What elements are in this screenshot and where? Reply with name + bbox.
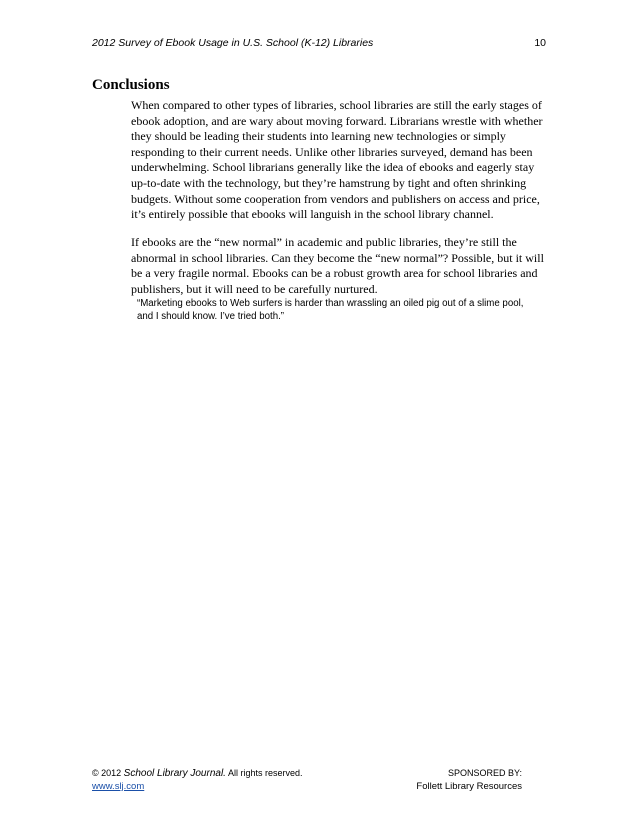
section-heading: Conclusions [92, 77, 170, 93]
copyright-prefix: © 2012 [92, 768, 122, 778]
page-number: 10 [534, 37, 546, 49]
sponsor-label: SPONSORED BY: [447, 768, 522, 778]
header-title: 2012 Survey of Ebook Usage in U.S. School (K-12) Libraries [92, 37, 374, 49]
footer-copyright [92, 767, 303, 793]
sponsor-name: Follett Library Resources [416, 781, 522, 792]
page-header [92, 36, 546, 52]
rights-text: All rights reserved. [227, 768, 303, 778]
footer-sponsor [416, 767, 522, 793]
slj-link[interactable]: www.slj.com [92, 781, 145, 792]
paragraph-2: If ebooks are the “new normal” in academic and public libraries, they’re still the abnormal in school libraries. Can they become the “new normal”? Possible, but it will be a very fragile normal. Ebooks can be a robust growth area for school libraries and publishers, but it will need to be carefully nurtured. [131, 235, 544, 296]
journal-name: School Library Journal. [123, 768, 226, 779]
pull-quote: “Marketing ebooks to Web surfers is harder than wrassling an oiled pig out of a slime pool, and I should know. I’ve tried both.” [137, 298, 524, 323]
paragraph-1: When compared to other types of libraries, school libraries are still the early stages of ebook adoption, and are wary about moving forward. Librarians wrestle with whether they should be leading their students into learning new technologies or simply responding to their current needs. Unlike other libraries surveyed, demand has been underwhelming. School librarians generally like the idea of ebooks and eagerly stay up-to-date with the technology, but they’re hamstrung by tight and often shrinking budgets. Without some cooperation from vendors and publishers on access and price, it’s entirely possible that ebooks will languish in the school library channel. [131, 98, 543, 222]
